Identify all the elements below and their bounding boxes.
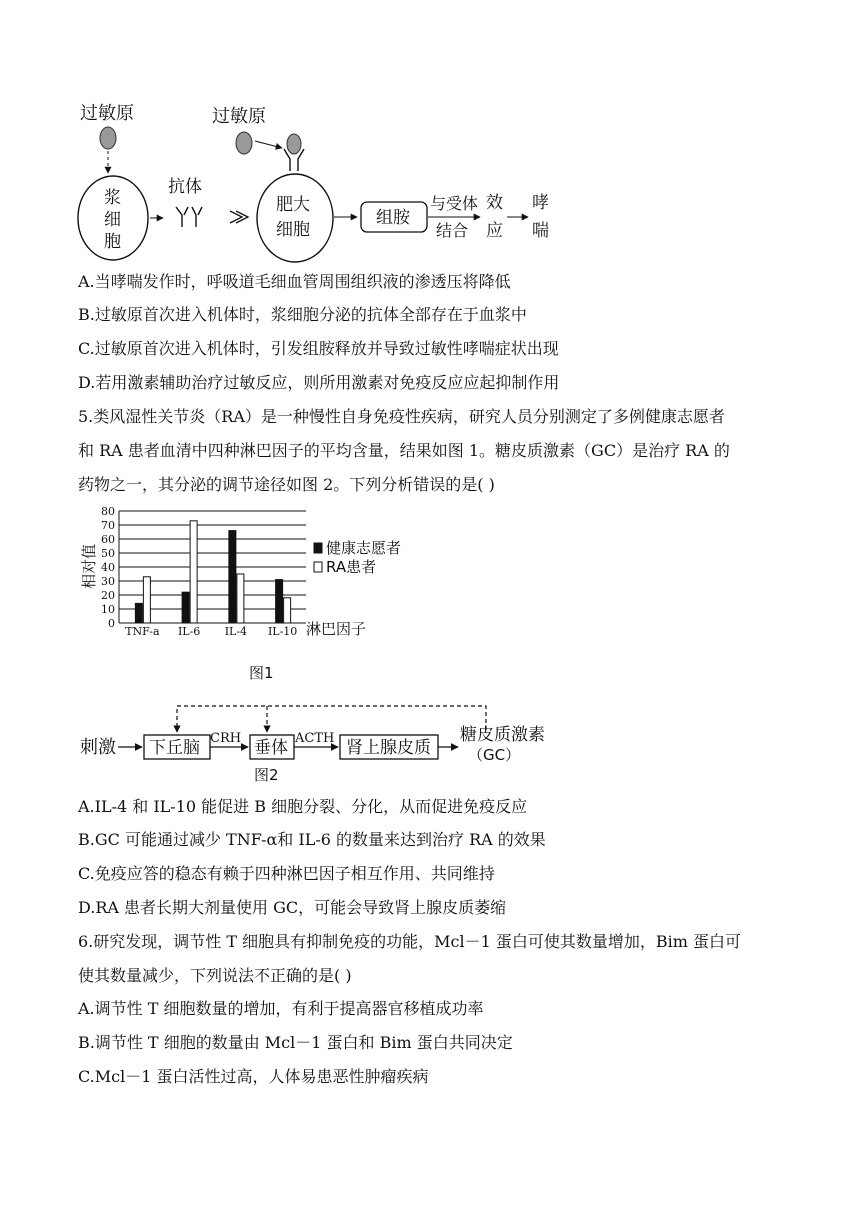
pituitary-label: 垂体 <box>254 738 288 758</box>
q5-stem-line-1: 5.类风湿性关节炎（RA）是一种慢性自身免疫性疾病，研究人员分别测定了多例健康志愿者 <box>78 407 725 426</box>
q5-option-c: C.免疫应答的稳态有赖于四种淋巴因子相互作用、共同维持 <box>78 864 495 883</box>
asthma-label-2: 喘 <box>532 221 549 241</box>
x-tick-label: IL-4 <box>224 625 248 638</box>
x-tick-label: IL-10 <box>267 625 298 638</box>
q4-option-b: B.过敏原首次进入机体时，浆细胞分泌的抗体全部存在于血浆中 <box>78 305 527 324</box>
q5-option-a: A.IL-4 和 IL-10 能促进 B 细胞分裂、分化，从而促进免疫反应 <box>78 797 528 816</box>
allergen-particle-2 <box>236 132 252 154</box>
q6-stem-line-1: 6.研究发现，调节性 T 细胞具有抑制免疫的功能，Mcl－1 蛋白可使其数量增加，Bim 蛋白可 <box>78 932 741 951</box>
figure-2-caption: 图2 <box>254 766 279 784</box>
y-tick-label: 60 <box>101 533 115 546</box>
allergy-pathway-figure <box>70 95 570 265</box>
legend-label-healthy: 健康志愿者 <box>326 539 402 557</box>
bar <box>143 577 150 623</box>
mast-cell <box>257 174 333 262</box>
lymphokine-bar-chart <box>74 503 404 643</box>
y-tick-label: 30 <box>101 575 115 588</box>
figure-1-caption: 图1 <box>249 664 274 682</box>
y-tick-label: 0 <box>108 617 115 630</box>
acth-label: ACTH <box>295 731 335 746</box>
y-tick-label: 70 <box>101 519 115 532</box>
x-tick-labels <box>125 625 297 638</box>
x-tick-label: TNF-a <box>125 625 160 638</box>
bar <box>276 580 283 623</box>
q5-stem-line-2: 和 RA 患者血清中四种淋巴因子的平均含量，结果如图 1。糖皮质激素（GC）是治疗 RA 的 <box>78 441 730 460</box>
allergen-label-1: 过敏原 <box>80 103 134 124</box>
mast-cell-label-2: 细胞 <box>276 220 310 240</box>
q5-stem-line-3: 药物之一，其分泌的调节途径如图 2。下列分析错误的是( ) <box>78 475 495 494</box>
q4-option-d: D.若用激素辅助治疗过敏反应，则所用激素对免疫反应应起抑制作用 <box>78 373 560 392</box>
antibody-icon <box>176 207 202 227</box>
bar <box>284 598 291 623</box>
antibody-label: 抗体 <box>168 177 202 197</box>
q6-option-a: A.调节性 T 细胞数量的增加，有利于提高器官移植成功率 <box>78 999 484 1018</box>
mast-cell-label-1: 肥大 <box>276 195 310 215</box>
stimulus-label: 刺激 <box>80 737 116 758</box>
plasma-cell-label-1: 浆 <box>104 188 121 208</box>
q4-option-a: A.当哮喘发作时，呼吸道毛细血管周围组织液的渗透压将降低 <box>78 272 511 291</box>
legend-swatch-healthy <box>314 543 322 553</box>
plasma-cell-label-3: 胞 <box>104 232 121 252</box>
receptor-binding-label-2: 结合 <box>436 221 469 240</box>
receptor-binding-label-1: 与受体 <box>430 194 479 213</box>
chart-bars <box>135 521 290 623</box>
effect-label-1: 效 <box>486 193 503 213</box>
plasma-cell-label-2: 细 <box>104 210 121 230</box>
q4-option-c: C.过敏原首次进入机体时，引发组胺释放并导致过敏性哮喘症状出现 <box>78 339 559 358</box>
gc-label-line-1: 糖皮质激素 <box>460 725 545 745</box>
x-axis-label: 淋巴因子 <box>306 620 367 638</box>
histamine-label: 组胺 <box>376 208 410 228</box>
y-tick-label: 40 <box>101 561 115 574</box>
bar <box>182 592 189 623</box>
gc-regulation-figure <box>76 700 576 790</box>
effect-label-2: 应 <box>486 221 503 241</box>
allergen-particle-1 <box>100 127 116 149</box>
legend-swatch-ra <box>314 562 322 572</box>
allergen-label-2: 过敏原 <box>212 106 266 127</box>
q6-option-c: C.Mcl－1 蛋白活性过高，人体易患恶性肿瘤疾病 <box>78 1067 429 1086</box>
q6-option-b: B.调节性 T 细胞的数量由 Mcl－1 蛋白和 Bim 蛋白共同决定 <box>78 1033 513 1052</box>
bound-allergen <box>287 134 301 154</box>
crh-label: CRH <box>210 731 242 746</box>
negative-feedback-line <box>177 706 486 732</box>
y-tick-labels <box>101 505 115 630</box>
x-tick-label: IL-6 <box>177 625 201 638</box>
y-tick-label: 20 <box>101 589 115 602</box>
y-tick-label: 50 <box>101 547 115 560</box>
bar <box>135 603 142 623</box>
q6-stem-line-2: 使其数量减少，下列说法不正确的是( ) <box>78 966 352 985</box>
hypothalamus-label: 下丘脑 <box>149 738 200 758</box>
y-tick-label: 10 <box>101 603 115 616</box>
bar <box>229 531 236 623</box>
legend-label-ra: RA患者 <box>326 558 377 576</box>
bar <box>237 574 244 623</box>
adrenal-cortex-label: 肾上腺皮质 <box>346 738 431 758</box>
q5-option-d: D.RA 患者长期大剂量使用 GC，可能会导致肾上腺皮质萎缩 <box>78 898 507 917</box>
bar <box>190 521 197 623</box>
q5-option-b: B.GC 可能通过减少 TNF-α和 IL-6 的数量来达到治疗 RA 的效果 <box>78 830 546 849</box>
asthma-label-1: 哮 <box>532 193 549 213</box>
y-axis-label: 相对值 <box>80 543 98 589</box>
y-tick-label: 80 <box>101 505 115 518</box>
gc-label-line-2: （GC） <box>468 746 521 764</box>
